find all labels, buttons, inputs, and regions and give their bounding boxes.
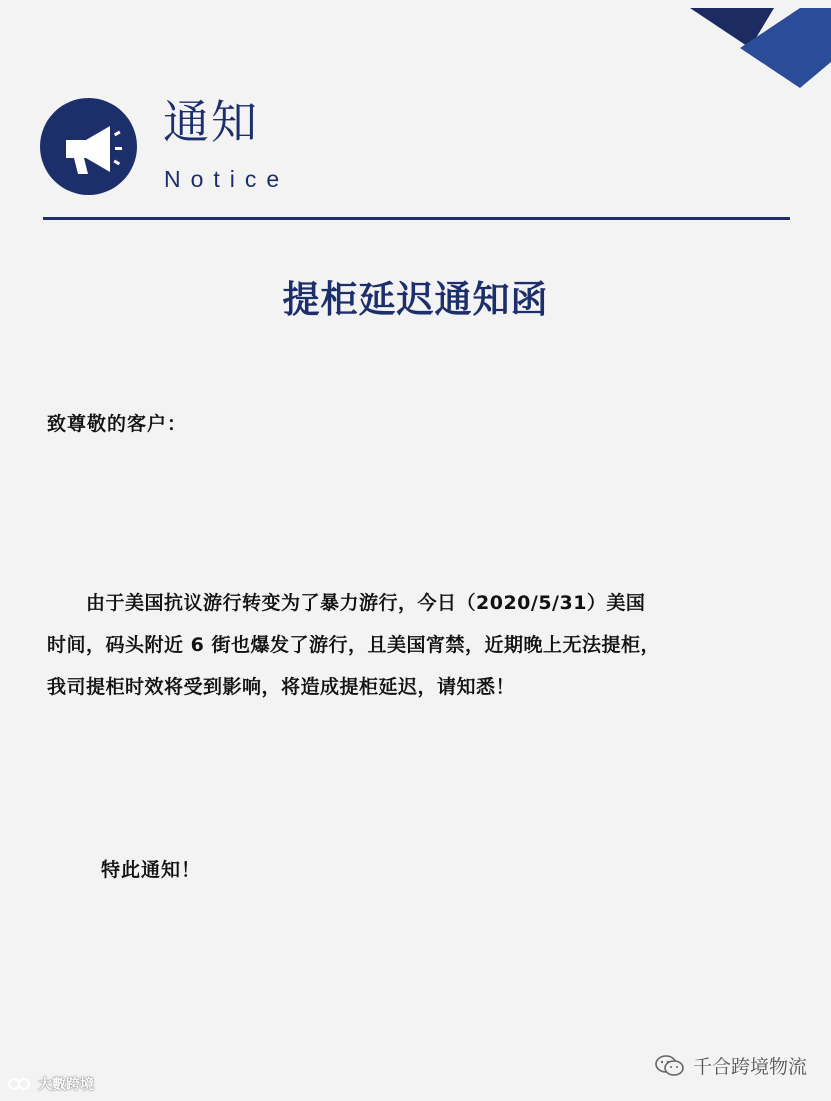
megaphone-icon: [40, 98, 137, 195]
closing-line: 特此通知！: [101, 859, 202, 881]
corner-decoration: [0, 0, 831, 100]
notice-body: [47, 582, 787, 708]
document-title: 提柜延迟通知函: [282, 278, 549, 321]
header-title: 通知: [163, 95, 259, 149]
notice-logo: [40, 98, 137, 195]
header-divider: [43, 217, 790, 220]
watermark-right-text: 千合跨境物流: [692, 1056, 807, 1078]
watermark-left-text: 大數跨境: [38, 1077, 94, 1093]
watermark-logo-icon: [8, 1075, 34, 1093]
greeting: 致尊敬的客户：: [47, 413, 188, 435]
body-line: 由于美国抗议游行转变为了暴力游行，今日（2020/5/31）美国: [47, 592, 646, 614]
watermark-left: [8, 1074, 94, 1094]
body-line: 我司提柜时效将受到影响，将造成提柜延迟，请知悉！: [47, 676, 516, 698]
wechat-icon: [655, 1054, 685, 1078]
header-subtitle: Notice: [164, 166, 290, 192]
body-line: 时间，码头附近 6 街也爆发了游行，且美国宵禁，近期晚上无法提柜，: [47, 634, 660, 656]
watermark-right: [655, 1052, 807, 1079]
